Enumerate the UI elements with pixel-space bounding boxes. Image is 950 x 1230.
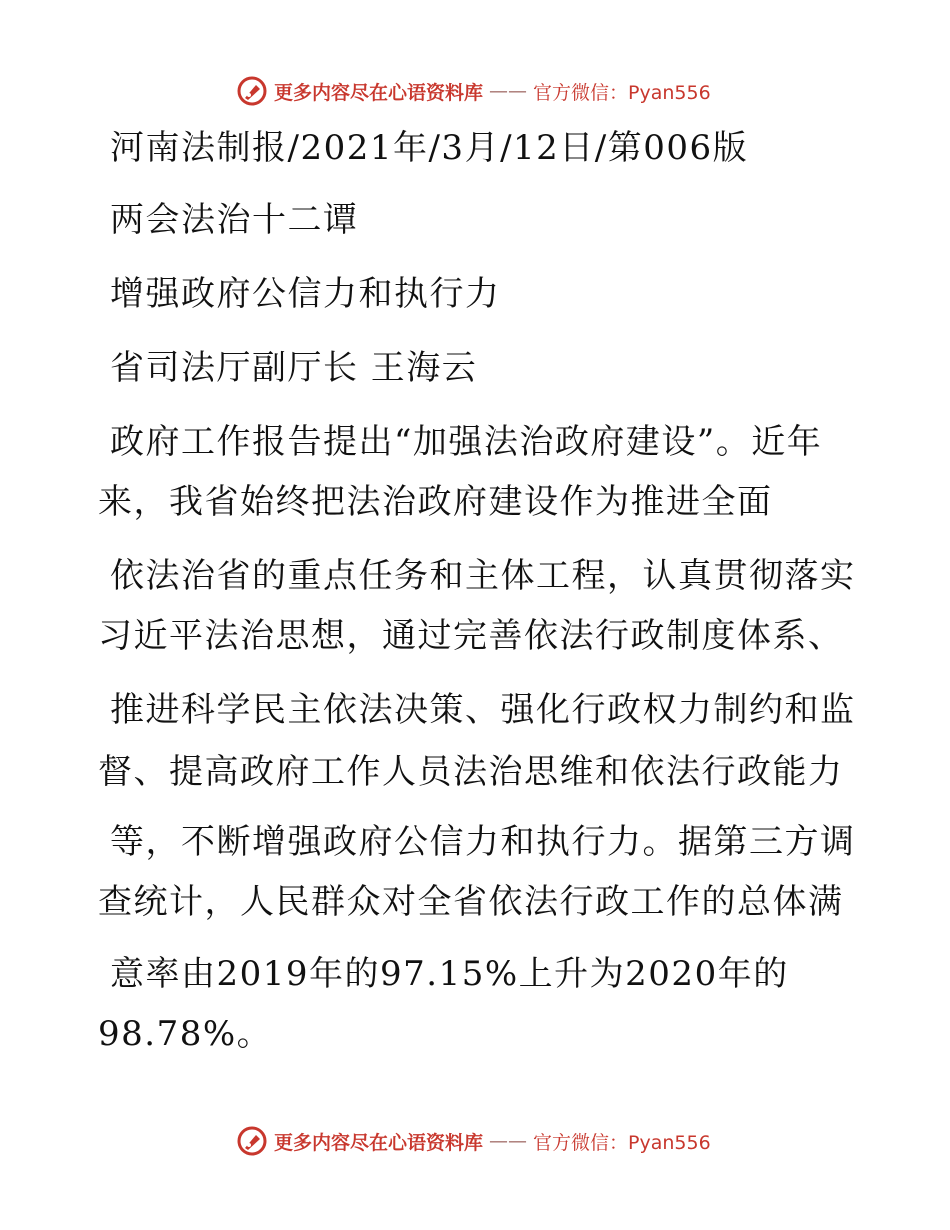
header-watermark (236, 74, 711, 108)
pen-nib-logo-icon (236, 75, 268, 107)
watermark-wechat-text: 官方微信：Pyan556 (533, 81, 711, 104)
watermark-separator: —— (489, 1130, 528, 1152)
watermark-wechat-text: 官方微信：Pyan556 (533, 1131, 711, 1154)
pen-nib-logo-icon (236, 1125, 268, 1157)
article-source: 河南法制报/2021年/3月/12日/第006版 (110, 128, 749, 168)
body-line: 政府工作报告提出“加强法治政府建设”。近年 (110, 422, 823, 462)
body-line: 等，不断增强政府公信力和执行力。据第三方调 (110, 822, 856, 862)
article-title: 增强政府公信力和执行力 (110, 274, 501, 314)
article-author: 省司法厅副厅长 王海云 (110, 348, 478, 388)
body-line: 来，我省始终把法治政府建设作为推进全面 (98, 482, 773, 522)
footer-watermark (236, 1124, 711, 1158)
body-line: 推进科学民主依法决策、强化行政权力制约和监 (110, 690, 856, 730)
body-line: 查统计，人民群众对全省依法行政工作的总体满 (98, 882, 844, 922)
body-line: 98.78%。 (98, 1014, 273, 1054)
body-line: 督、提高政府工作人员法治思维和依法行政能力 (98, 752, 844, 792)
watermark-separator: —— (489, 80, 528, 102)
watermark-main-text: 更多内容尽在心语资料库 (274, 1131, 484, 1154)
body-line: 意率由2019年的97.15%上升为2020年的 (110, 954, 789, 994)
body-line: 习近平法治思想，通过完善依法行政制度体系、 (98, 616, 844, 656)
watermark-main-text: 更多内容尽在心语资料库 (274, 81, 484, 104)
body-line: 依法治省的重点任务和主体工程，认真贯彻落实 (110, 556, 856, 596)
article-column: 两会法治十二谭 (110, 200, 359, 240)
